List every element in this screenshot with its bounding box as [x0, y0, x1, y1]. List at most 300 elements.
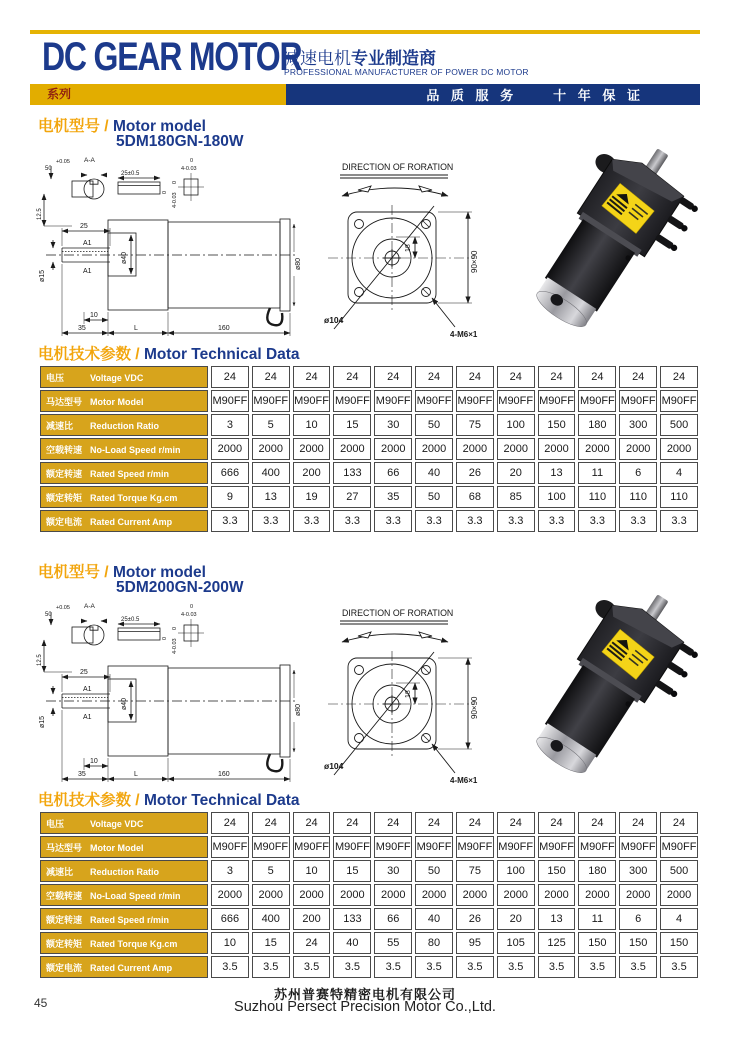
dim-label: 4-0.03 — [181, 166, 197, 172]
value-cell: M90FF — [660, 836, 698, 858]
tech-data-heading — [38, 342, 300, 364]
value-cell: 2000 — [211, 438, 249, 460]
value-cell: 85 — [497, 486, 535, 508]
value-cell: 3.5 — [497, 956, 535, 978]
value-cell: M90FF — [252, 836, 290, 858]
value-cell: 2000 — [333, 438, 371, 460]
value-cell: 24 — [333, 812, 371, 834]
value-cell: 24 — [374, 366, 412, 388]
value-cell: 3.5 — [660, 956, 698, 978]
value-cell: 3.3 — [538, 510, 576, 532]
brand-tagline-en: PROFESSIONAL MANUFACTURER OF POWER DC MOTOR — [284, 67, 529, 77]
dim-label: 0 — [162, 190, 168, 194]
value-cell: 3.3 — [293, 510, 331, 532]
direction-title: DIRECTION OF RORATION — [342, 608, 454, 618]
value-cell: 24 — [456, 366, 494, 388]
value-cell: 10 — [211, 932, 249, 954]
dim-label: L — [134, 325, 138, 332]
row-label — [40, 414, 208, 436]
value-cell: 66 — [374, 462, 412, 484]
value-cell: 26 — [456, 462, 494, 484]
value-cell: 500 — [660, 414, 698, 436]
tech-heading-zh: 电机技术参数 / — [38, 792, 140, 809]
value-cell: 55 — [374, 932, 412, 954]
brand-title: DC GEAR MOTOR — [42, 35, 302, 79]
row-label-en: Rated Current Amp — [90, 962, 173, 973]
dim-label: 0 — [190, 604, 194, 610]
value-cell: 2000 — [293, 438, 331, 460]
value-cell: 2000 — [415, 438, 453, 460]
row-label-zh: 电压 — [46, 372, 65, 383]
tech-heading-en: Motor Technical Data — [143, 792, 300, 809]
row-label-zh: 额定转矩 — [46, 492, 83, 503]
table-row — [40, 390, 698, 412]
value-cell: 24 — [415, 366, 453, 388]
technical-data-table — [37, 810, 701, 980]
value-cell: 24 — [538, 812, 576, 834]
row-label-zh: 额定转速 — [46, 914, 83, 925]
value-cell: 6 — [619, 462, 657, 484]
row-label-en: Voltage VDC — [90, 818, 144, 829]
dim-label: 25 — [80, 223, 88, 230]
row-label-zh: 额定转矩 — [46, 938, 83, 949]
value-cell: 2000 — [456, 884, 494, 906]
value-cell: 300 — [619, 860, 657, 882]
value-cell: 24 — [252, 366, 290, 388]
value-cell: 2000 — [578, 884, 616, 906]
dim-label: 90×90 — [470, 696, 479, 719]
row-label-en: Voltage VDC — [90, 372, 144, 383]
dim-label: 0 — [162, 636, 168, 640]
value-cell: 15 — [333, 414, 371, 436]
table-row — [40, 510, 698, 532]
value-cell: M90FF — [619, 390, 657, 412]
row-label-en: Rated Torque Kg.cm — [90, 938, 178, 949]
table-row — [40, 836, 698, 858]
value-cell: 150 — [619, 932, 657, 954]
value-cell: 35 — [374, 486, 412, 508]
value-cell: 50 — [415, 414, 453, 436]
company-name-en: Suzhou Persect Precision Motor Co.,Ltd. — [234, 999, 496, 1015]
dim-label: 10 — [90, 758, 98, 765]
dim-label: 90×90 — [470, 250, 479, 273]
dim-label: 160 — [218, 325, 230, 332]
dim-label: 0 — [190, 158, 194, 164]
dim-label: +0.05 — [56, 159, 70, 165]
row-label — [40, 860, 208, 882]
value-cell: 3.3 — [211, 510, 249, 532]
value-cell: 24 — [252, 812, 290, 834]
company-name-zh: 苏州普赛特精密电机有限公司 — [273, 987, 456, 1002]
value-cell: M90FF — [211, 390, 249, 412]
value-cell: 24 — [293, 812, 331, 834]
motor-illustration — [512, 136, 717, 336]
front-view-drawing — [322, 149, 510, 345]
dim-label: 10 — [90, 312, 98, 319]
row-label — [40, 908, 208, 930]
dim-label: ø80 — [295, 703, 302, 716]
value-cell: 13 — [538, 908, 576, 930]
dim-label: 25 — [80, 669, 88, 676]
dim-label: 4-M6×1 — [450, 330, 478, 339]
value-cell: M90FF — [497, 390, 535, 412]
model-heading-en: Motor model — [112, 564, 206, 581]
dim-label: 4-0.03 — [181, 612, 197, 618]
table-row — [40, 908, 698, 930]
dim-label: ø40 — [121, 697, 128, 710]
value-cell: 40 — [415, 462, 453, 484]
value-cell: 3.3 — [333, 510, 371, 532]
value-cell: 40 — [415, 908, 453, 930]
value-cell: 2000 — [374, 438, 412, 460]
value-cell: 400 — [252, 462, 290, 484]
table-row — [40, 366, 698, 388]
value-cell: 3.5 — [333, 956, 371, 978]
value-cell: M90FF — [497, 836, 535, 858]
tech-data-heading — [38, 788, 300, 810]
value-cell: 13 — [538, 462, 576, 484]
dim-label: A1 — [83, 686, 92, 693]
value-cell: 24 — [415, 812, 453, 834]
value-cell: 30 — [374, 860, 412, 882]
front-view-drawing — [322, 595, 510, 791]
row-label-en: Reduction Ratio — [90, 866, 159, 877]
row-label — [40, 438, 208, 460]
value-cell: 3.3 — [619, 510, 657, 532]
value-cell: 27 — [333, 486, 371, 508]
value-cell: 2000 — [415, 884, 453, 906]
value-cell: 180 — [578, 414, 616, 436]
value-cell: 20 — [497, 908, 535, 930]
motor-photo — [504, 582, 719, 782]
row-label-zh: 额定电流 — [46, 962, 83, 973]
value-cell: 2000 — [374, 884, 412, 906]
value-cell: M90FF — [333, 390, 371, 412]
tagline-bold: 专业制造商 — [351, 49, 436, 68]
value-cell: 3.5 — [456, 956, 494, 978]
tech-heading-en: Motor Technical Data — [143, 346, 300, 363]
value-cell: 2000 — [252, 884, 290, 906]
value-cell: 3.3 — [578, 510, 616, 532]
value-cell: 6 — [619, 908, 657, 930]
header-rule — [30, 30, 700, 34]
side-view-drawing — [32, 598, 304, 790]
row-label-en: Motor Model — [90, 396, 144, 407]
value-cell: 24 — [578, 366, 616, 388]
row-label — [40, 836, 208, 858]
table-row — [40, 956, 698, 978]
row-label-en: Rated Speed r/min — [90, 468, 170, 479]
value-cell: 4 — [660, 908, 698, 930]
row-label — [40, 812, 208, 834]
value-cell: 3.3 — [660, 510, 698, 532]
warranty-text: 十 年 保 证 — [553, 88, 644, 103]
dim-label: A-A — [84, 157, 95, 164]
value-cell: 133 — [333, 908, 371, 930]
value-cell: 2000 — [211, 884, 249, 906]
table-row — [40, 438, 698, 460]
row-label-en: Rated Speed r/min — [90, 914, 170, 925]
value-cell: 500 — [660, 860, 698, 882]
value-cell: 10 — [293, 860, 331, 882]
value-cell: 13 — [252, 486, 290, 508]
value-cell: M90FF — [538, 836, 576, 858]
page-number: 45 — [34, 996, 48, 1010]
value-cell: 3 — [211, 414, 249, 436]
value-cell: 9 — [211, 486, 249, 508]
series-label: 系列 — [47, 87, 72, 101]
value-cell: 105 — [497, 932, 535, 954]
tech-heading-zh: 电机技术参数 / — [38, 346, 140, 363]
value-cell: 24 — [293, 932, 331, 954]
value-cell: M90FF — [374, 836, 412, 858]
row-label-zh: 额定电流 — [46, 516, 83, 527]
value-cell: 200 — [293, 908, 331, 930]
value-cell: M90FF — [333, 836, 371, 858]
row-label-zh: 马达型号 — [46, 396, 83, 407]
quality-text: 品 质 服 务 — [426, 88, 518, 103]
value-cell: 20 — [497, 462, 535, 484]
value-cell: M90FF — [374, 390, 412, 412]
value-cell: 2000 — [538, 438, 576, 460]
value-cell: 2000 — [497, 438, 535, 460]
dim-label: 25±0.5 — [121, 171, 140, 177]
row-label-zh: 额定转速 — [46, 468, 83, 479]
row-label-en: Motor Model — [90, 842, 144, 853]
dim-label: 35 — [78, 325, 86, 332]
value-cell: 3.5 — [619, 956, 657, 978]
model-number: 5DM200GN-200W — [116, 579, 244, 596]
value-cell: 5 — [252, 860, 290, 882]
value-cell: 24 — [619, 366, 657, 388]
dim-label: 25±0.5 — [121, 617, 140, 623]
value-cell: 3 — [211, 860, 249, 882]
value-cell: 2000 — [619, 438, 657, 460]
row-label — [40, 486, 208, 508]
value-cell: 3.5 — [415, 956, 453, 978]
direction-title: DIRECTION OF RORATION — [342, 162, 454, 172]
value-cell: 40 — [333, 932, 371, 954]
dim-label: A1 — [83, 268, 92, 275]
value-cell: 2000 — [619, 884, 657, 906]
dimension-labels — [37, 603, 302, 778]
value-cell: 110 — [660, 486, 698, 508]
value-cell: 400 — [252, 908, 290, 930]
value-cell: 300 — [619, 414, 657, 436]
value-cell: M90FF — [660, 390, 698, 412]
value-cell: 24 — [660, 366, 698, 388]
row-label-zh: 空载转速 — [46, 444, 83, 455]
value-cell: 2000 — [456, 438, 494, 460]
dim-label: 12.5 — [37, 208, 43, 220]
value-cell: 150 — [538, 414, 576, 436]
dim-label: ø104 — [324, 315, 344, 325]
dim-label: +0.05 — [56, 605, 70, 611]
value-cell: 3.3 — [415, 510, 453, 532]
value-cell: 200 — [293, 462, 331, 484]
value-cell: 3.5 — [578, 956, 616, 978]
value-cell: 95 — [456, 932, 494, 954]
row-label — [40, 956, 208, 978]
value-cell: 24 — [578, 812, 616, 834]
value-cell: M90FF — [415, 390, 453, 412]
motor-photo — [504, 136, 719, 336]
dim-label: 4-M6×1 — [450, 776, 478, 785]
row-label — [40, 366, 208, 388]
value-cell: 24 — [374, 812, 412, 834]
value-cell: 50 — [415, 486, 453, 508]
value-cell: M90FF — [211, 836, 249, 858]
value-cell: 2000 — [333, 884, 371, 906]
value-cell: 3.5 — [252, 956, 290, 978]
technical-data-table — [37, 364, 701, 534]
value-cell: 30 — [374, 414, 412, 436]
table-row — [40, 812, 698, 834]
motor-illustration — [512, 582, 717, 782]
value-cell: 125 — [538, 932, 576, 954]
value-cell: 4 — [660, 462, 698, 484]
table-row — [40, 932, 698, 954]
series-bar — [30, 84, 286, 105]
motor-section-180w — [30, 112, 700, 558]
row-label-zh: 减速比 — [46, 866, 74, 877]
dim-label: 0 — [172, 180, 178, 184]
value-cell: 24 — [211, 812, 249, 834]
value-cell: 2000 — [252, 438, 290, 460]
row-label-en: Reduction Ratio — [90, 420, 159, 431]
table-row — [40, 486, 698, 508]
table-row — [40, 462, 698, 484]
dim-label: 12.5 — [37, 654, 43, 666]
model-number: 5DM180GN-180W — [116, 133, 244, 150]
row-label-zh: 空载转速 — [46, 890, 83, 901]
value-cell: M90FF — [293, 390, 331, 412]
value-cell: 66 — [374, 908, 412, 930]
row-label — [40, 510, 208, 532]
row-label — [40, 390, 208, 412]
value-cell: 24 — [456, 812, 494, 834]
row-label-zh: 电压 — [46, 818, 65, 829]
value-cell: 100 — [538, 486, 576, 508]
row-label — [40, 884, 208, 906]
dim-label: 4-0.03 — [172, 192, 178, 208]
value-cell: 3.5 — [538, 956, 576, 978]
value-cell: 15 — [252, 932, 290, 954]
row-label-en: No-Load Speed r/min — [90, 444, 181, 455]
value-cell: 75 — [456, 860, 494, 882]
value-cell: 3.5 — [374, 956, 412, 978]
value-cell: M90FF — [252, 390, 290, 412]
value-cell: 666 — [211, 462, 249, 484]
value-cell: 2000 — [293, 884, 331, 906]
value-cell: 180 — [578, 860, 616, 882]
dim-label: 35 — [78, 771, 86, 778]
value-cell: M90FF — [415, 836, 453, 858]
model-heading-zh: 电机型号 / — [38, 564, 109, 581]
dim-label: A1 — [83, 714, 92, 721]
value-cell: 24 — [660, 812, 698, 834]
row-label-zh: 马达型号 — [46, 842, 83, 853]
value-cell: 5 — [252, 414, 290, 436]
value-cell: 100 — [497, 414, 535, 436]
value-cell: M90FF — [456, 390, 494, 412]
value-cell: 3.3 — [497, 510, 535, 532]
dim-label: ø104 — [324, 761, 344, 771]
value-cell: 15 — [333, 860, 371, 882]
value-cell: 11 — [578, 908, 616, 930]
row-label-en: Rated Current Amp — [90, 516, 173, 527]
motor-section-200w — [30, 558, 700, 1004]
row-label — [40, 932, 208, 954]
value-cell: M90FF — [578, 390, 616, 412]
row-label-en: Rated Torque Kg.cm — [90, 492, 178, 503]
value-cell: 24 — [333, 366, 371, 388]
model-heading-zh: 电机型号 / — [38, 118, 109, 135]
value-cell: 3.5 — [293, 956, 331, 978]
value-cell: 2000 — [578, 438, 616, 460]
value-cell: M90FF — [538, 390, 576, 412]
value-cell: 11 — [578, 462, 616, 484]
side-view-drawing — [32, 152, 304, 344]
brand-tagline-zh — [283, 44, 436, 69]
value-cell: 3.3 — [374, 510, 412, 532]
value-cell: 2000 — [660, 438, 698, 460]
quality-bar — [286, 84, 700, 105]
row-label-en: No-Load Speed r/min — [90, 890, 181, 901]
value-cell: 24 — [619, 812, 657, 834]
value-cell: 2000 — [538, 884, 576, 906]
dim-label: 50 — [45, 612, 52, 618]
value-cell: 100 — [497, 860, 535, 882]
dim-label: 18 — [405, 244, 412, 252]
value-cell: 110 — [578, 486, 616, 508]
value-cell: 150 — [660, 932, 698, 954]
value-cell: 133 — [333, 462, 371, 484]
dim-label: ø80 — [295, 257, 302, 270]
dim-label: 18 — [405, 690, 412, 698]
value-cell: 80 — [415, 932, 453, 954]
value-cell: 3.3 — [456, 510, 494, 532]
dim-label: A-A — [84, 603, 95, 610]
value-cell: 2000 — [497, 884, 535, 906]
value-cell: 110 — [619, 486, 657, 508]
dim-label: 0 — [172, 626, 178, 630]
value-cell: 150 — [538, 860, 576, 882]
value-cell: 26 — [456, 908, 494, 930]
table-row — [40, 860, 698, 882]
dim-label: ø40 — [121, 251, 128, 264]
dim-label: ø15 — [39, 269, 46, 282]
value-cell: 68 — [456, 486, 494, 508]
value-cell: 24 — [293, 366, 331, 388]
value-cell: 50 — [415, 860, 453, 882]
value-cell: 3.3 — [252, 510, 290, 532]
value-cell: M90FF — [293, 836, 331, 858]
value-cell: 3.5 — [211, 956, 249, 978]
value-cell: 666 — [211, 908, 249, 930]
model-heading-en: Motor model — [112, 118, 206, 135]
row-label — [40, 462, 208, 484]
value-cell: M90FF — [456, 836, 494, 858]
value-cell: 2000 — [660, 884, 698, 906]
table-row — [40, 884, 698, 906]
table-row — [40, 414, 698, 436]
dim-label: L — [134, 771, 138, 778]
value-cell: 75 — [456, 414, 494, 436]
value-cell: 24 — [497, 366, 535, 388]
value-cell: 24 — [538, 366, 576, 388]
value-cell: 19 — [293, 486, 331, 508]
